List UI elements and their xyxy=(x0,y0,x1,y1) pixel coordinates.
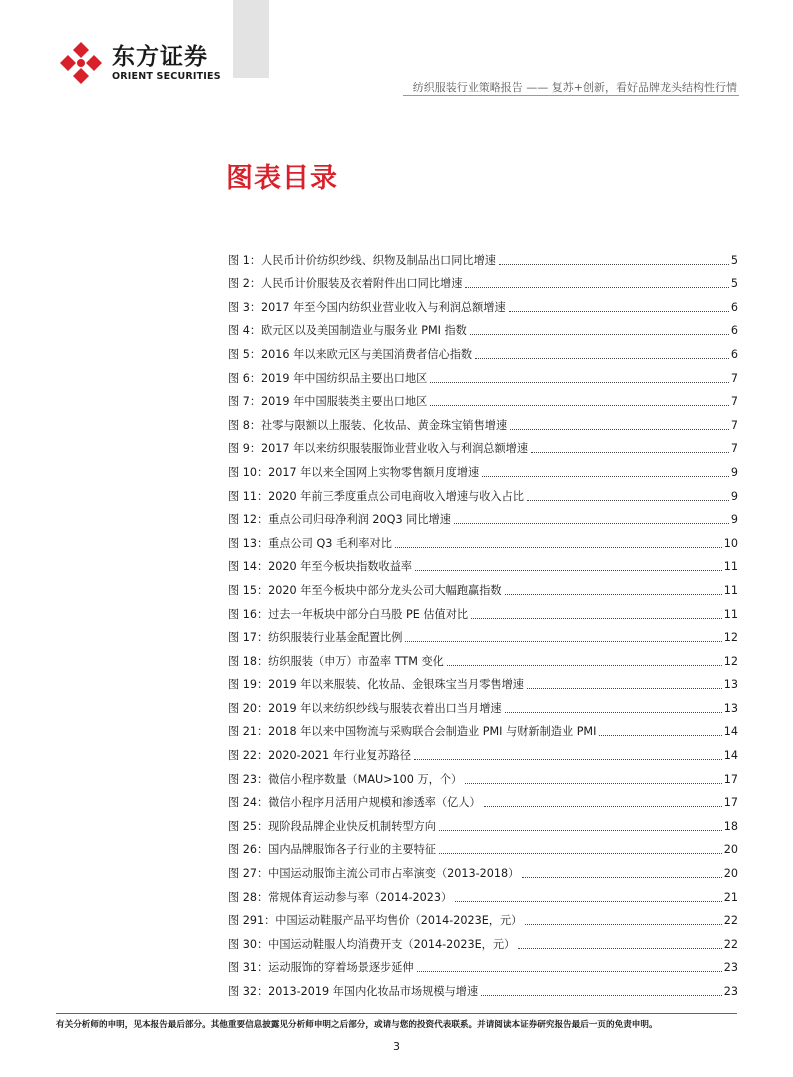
toc-entry-label: 图 20：2019 年以来纺织纱线与服装衣着出口当月增速 xyxy=(228,701,502,715)
toc-entry[interactable] xyxy=(228,315,738,339)
toc-entry-label: 图 17：纺织服装行业基金配置比例 xyxy=(228,631,403,645)
toc-entry[interactable] xyxy=(228,338,738,362)
toc-leader-dots xyxy=(527,500,729,501)
toc-entry[interactable] xyxy=(228,716,738,740)
page-title: 图表目录 xyxy=(226,163,338,194)
toc-entry[interactable] xyxy=(228,622,738,646)
toc-leader-dots xyxy=(531,452,729,453)
toc-leader-dots xyxy=(447,665,722,666)
toc-entry[interactable] xyxy=(228,952,738,976)
toc-entry[interactable] xyxy=(228,362,738,386)
toc-leader-dots xyxy=(405,641,721,642)
company-logo xyxy=(58,40,221,86)
toc-entry-page: 13 xyxy=(723,678,738,692)
toc-entry[interactable] xyxy=(228,763,738,787)
toc-leader-dots xyxy=(525,924,721,925)
toc-leader-dots xyxy=(599,735,721,736)
toc-leader-dots xyxy=(484,806,722,807)
toc-entry-page: 9 xyxy=(730,465,738,479)
toc-entry-page: 14 xyxy=(723,725,738,739)
toc-entry-page: 20 xyxy=(723,843,738,857)
toc-entry[interactable] xyxy=(228,244,738,268)
toc-entry-page: 6 xyxy=(730,347,738,361)
toc-entry-page: 5 xyxy=(730,253,738,267)
toc-entry-page: 7 xyxy=(730,418,738,432)
toc-leader-dots xyxy=(475,358,729,359)
toc-entry-label: 图 26：国内品牌服饰各子行业的主要特征 xyxy=(228,843,436,857)
toc-entry-label: 图 25：现阶段品牌企业快反机制转型方向 xyxy=(228,819,436,833)
toc-entry[interactable] xyxy=(228,905,738,929)
toc-entry-page: 9 xyxy=(730,513,738,527)
toc-entry-label: 图 11：2020 年前三季度重点公司电商收入增速与收入占比 xyxy=(228,489,524,503)
toc-entry-page: 5 xyxy=(730,277,738,291)
toc-entry-page: 23 xyxy=(723,961,738,975)
toc-entry[interactable] xyxy=(228,598,738,622)
toc-entry-label: 图 31：运动服饰的穿着场景逐步延伸 xyxy=(228,961,414,975)
toc-leader-dots xyxy=(417,971,722,972)
toc-entry-page: 17 xyxy=(723,772,738,786)
toc-entry[interactable] xyxy=(228,409,738,433)
toc-entry-label: 图 9：2017 年以来纺织服装服饰业营业收入与利润总额增速 xyxy=(228,442,529,456)
toc-entry-label: 图 16：过去一年板块中部分白马股 PE 估值对比 xyxy=(228,607,469,621)
toc-leader-dots xyxy=(471,618,722,619)
toc-entry-page: 7 xyxy=(730,371,738,385)
toc-leader-dots xyxy=(470,334,729,335)
toc-entry-label: 图 291：中国运动鞋服产品平均售价（2014-2023E，元） xyxy=(228,914,523,928)
toc-entry-page: 14 xyxy=(723,749,738,763)
toc-entry-label: 图 28：常规体育运动参与率（2014-2023） xyxy=(228,890,453,904)
toc-leader-dots xyxy=(439,830,722,831)
toc-entry[interactable] xyxy=(228,857,738,881)
toc-entry-label: 图 3：2017 年至今国内纺织业营业收入与利润总额增速 xyxy=(228,300,506,314)
toc-leader-dots xyxy=(482,476,729,477)
toc-entry-label: 图 30：中国运动鞋服人均消费开支（2014-2023E，元） xyxy=(228,937,516,951)
toc-entry[interactable] xyxy=(228,456,738,480)
toc-entry[interactable] xyxy=(228,480,738,504)
toc-entry-label: 图 18：纺织服装（申万）市盈率 TTM 变化 xyxy=(228,654,444,668)
toc-entry[interactable] xyxy=(228,433,738,457)
header-gray-tab xyxy=(233,0,269,78)
toc-entry[interactable] xyxy=(228,551,738,575)
toc-entry-page: 11 xyxy=(723,560,738,574)
toc-leader-dots xyxy=(510,429,729,430)
toc-entry-label: 图 4：欧元区以及美国制造业与服务业 PMI 指数 xyxy=(228,324,467,338)
toc-entry[interactable] xyxy=(228,527,738,551)
toc-entry-page: 11 xyxy=(723,583,738,597)
toc-leader-dots xyxy=(430,382,729,383)
toc-entry-page: 21 xyxy=(723,890,738,904)
figure-table-of-contents xyxy=(228,244,738,999)
toc-entry[interactable] xyxy=(228,810,738,834)
toc-entry[interactable] xyxy=(228,291,738,315)
toc-entry-page: 7 xyxy=(730,395,738,409)
toc-leader-dots xyxy=(522,877,721,878)
brand-name-cn: 东方证券 xyxy=(112,44,208,70)
toc-entry[interactable] xyxy=(228,739,738,763)
toc-entry-label: 图 22：2020-2021 年行业复苏路径 xyxy=(228,749,412,763)
toc-entry[interactable] xyxy=(228,669,738,693)
header-divider xyxy=(403,95,739,96)
page-number: 3 xyxy=(393,1040,400,1053)
toc-leader-dots xyxy=(415,570,722,571)
toc-entry-page: 12 xyxy=(723,654,738,668)
toc-leader-dots xyxy=(505,712,722,713)
report-subtitle: 纺织服装行业策略报告 —— 复苏+创新，看好品牌龙头结构性行情 xyxy=(412,81,737,94)
footer-disclaimer: 有关分析师的申明，见本报告最后部分。其他重要信息披露见分析师申明之后部分，或请与您的投资代表联系。并请阅读本证券研究报告最后一页的免责申明。 xyxy=(56,1020,658,1030)
toc-entry-label: 图 15：2020 年至今板块中部分龙头公司大幅跑赢指数 xyxy=(228,583,502,597)
toc-leader-dots xyxy=(527,688,722,689)
toc-leader-dots xyxy=(454,523,729,524)
toc-leader-dots xyxy=(414,759,722,760)
toc-entry-label: 图 32：2013-2019 年国内化妆品市场规模与增速 xyxy=(228,985,479,998)
brand-name-en: ORIENT SECURITIES xyxy=(112,71,221,82)
toc-entry-page: 18 xyxy=(723,819,738,833)
toc-entry-label: 图 21：2018 年以来中国物流与采购联合会制造业 PMI 与财新制造业 PMI xyxy=(228,725,597,739)
toc-leader-dots xyxy=(395,547,722,548)
toc-entry[interactable] xyxy=(228,268,738,292)
toc-entry[interactable] xyxy=(228,692,738,716)
toc-leader-dots xyxy=(465,287,728,288)
toc-entry-label: 图 8：社零与限额以上服装、化妆品、黄金珠宝销售增速 xyxy=(228,418,508,432)
toc-entry-label: 图 10：2017 年以来全国网上实物零售额月度增速 xyxy=(228,465,480,479)
toc-entry[interactable] xyxy=(228,574,738,598)
toc-entry[interactable] xyxy=(228,834,738,858)
toc-entry[interactable] xyxy=(228,386,738,410)
toc-leader-dots xyxy=(509,311,729,312)
toc-entry[interactable] xyxy=(228,928,738,952)
toc-leader-dots xyxy=(439,853,722,854)
toc-entry-page: 17 xyxy=(723,796,738,810)
toc-leader-dots xyxy=(481,995,722,996)
toc-leader-dots xyxy=(499,264,729,265)
toc-entry[interactable] xyxy=(228,504,738,528)
toc-entry-label: 图 1：人民币计价纺织纱线、织物及制品出口同比增速 xyxy=(228,253,496,267)
toc-entry-page: 9 xyxy=(730,489,738,503)
toc-leader-dots xyxy=(465,783,722,784)
toc-entry-label: 图 12：重点公司归母净利润 20Q3 同比增速 xyxy=(228,513,451,527)
toc-entry-page: 22 xyxy=(723,914,738,928)
toc-entry-label: 图 19：2019 年以来服装、化妆品、金银珠宝当月零售增速 xyxy=(228,678,524,692)
toc-leader-dots xyxy=(518,948,722,949)
toc-leader-dots xyxy=(455,901,722,902)
footer-divider xyxy=(56,1013,737,1014)
toc-leader-dots xyxy=(505,594,722,595)
toc-entry[interactable] xyxy=(228,787,738,811)
orient-logo-icon xyxy=(58,40,104,86)
toc-entry-label: 图 27：中国运动服饰主流公司市占率演变（2013-2018） xyxy=(228,867,520,881)
toc-entry-page: 7 xyxy=(730,442,738,456)
toc-entry-label: 图 5：2016 年以来欧元区与美国消费者信心指数 xyxy=(228,347,473,361)
toc-entry-page: 11 xyxy=(723,607,738,621)
toc-entry-page: 23 xyxy=(723,985,738,998)
toc-entry-label: 图 2：人民币计价服装及衣着附件出口同比增速 xyxy=(228,277,463,291)
toc-entry-page: 22 xyxy=(723,937,738,951)
toc-entry[interactable] xyxy=(228,975,738,999)
toc-entry-label: 图 14：2020 年至今板块指数收益率 xyxy=(228,560,413,574)
toc-entry[interactable] xyxy=(228,645,738,669)
toc-entry-page: 10 xyxy=(723,536,738,550)
toc-leader-dots xyxy=(430,405,729,406)
toc-entry-page: 6 xyxy=(730,324,738,338)
toc-entry-page: 20 xyxy=(723,867,738,881)
toc-entry-label: 图 24：微信小程序月活用户规模和渗透率（亿人） xyxy=(228,796,481,810)
toc-entry-label: 图 7：2019 年中国服装类主要出口地区 xyxy=(228,395,428,409)
toc-entry-page: 13 xyxy=(723,701,738,715)
toc-entry-label: 图 13：重点公司 Q3 毛利率对比 xyxy=(228,536,392,550)
toc-entry-label: 图 6：2019 年中国纺织品主要出口地区 xyxy=(228,371,428,385)
toc-entry-page: 12 xyxy=(723,631,738,645)
toc-entry-label: 图 23：微信小程序数量（MAU>100 万，个） xyxy=(228,772,463,786)
toc-entry-page: 6 xyxy=(730,300,738,314)
toc-entry[interactable] xyxy=(228,881,738,905)
